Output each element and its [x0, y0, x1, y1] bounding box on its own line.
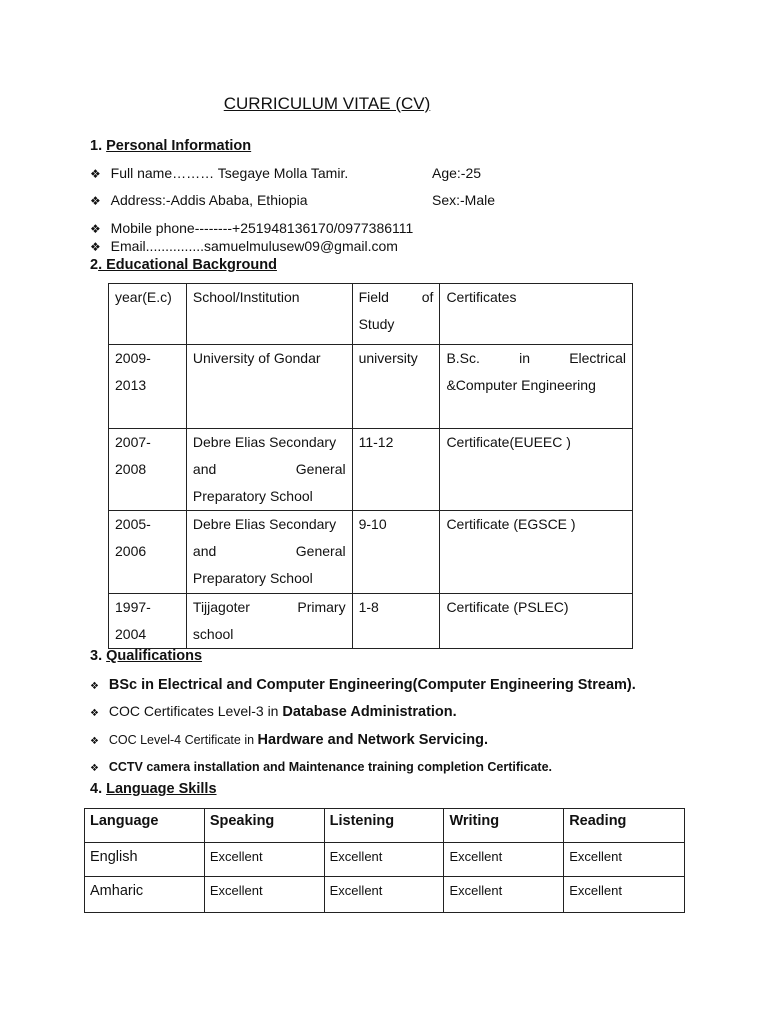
diamond-bullet-icon: ❖ [90, 763, 99, 774]
table-row: English Excellent Excellent Excellent Excellent [85, 843, 685, 877]
age: Age:-25 [432, 165, 482, 181]
qualification-item: ❖ COC Certificates Level-3 in Database Administration. [90, 703, 457, 720]
col-header-certificates: Certificates [440, 284, 633, 345]
education-table [108, 283, 633, 649]
table-row: 2007- 2008 Debre Elias Secondary and General Preparatory School 11-12 Certificate(EUEEC ) [109, 429, 633, 511]
col-header-school: School/Institution [186, 284, 352, 345]
mobile-line: ❖ Mobile phone--------+251948136170/0977386111 [90, 220, 414, 236]
table-row: Amharic Excellent Excellent Excellent Excellent [85, 877, 685, 913]
diamond-bullet-icon: ❖ [90, 240, 101, 254]
col-header-field: Field of Study [352, 284, 440, 345]
language-table [84, 808, 685, 913]
col-header-language: Language [85, 809, 205, 843]
language-header-row [85, 809, 685, 843]
education-header-row [109, 284, 633, 345]
col-header-writing: Writing [444, 809, 564, 843]
qualification-item: ❖ BSc in Electrical and Computer Engineering(Computer Engineering Stream). [90, 677, 636, 693]
col-header-speaking: Speaking [204, 809, 324, 843]
diamond-bullet-icon: ❖ [90, 194, 101, 208]
education-heading: 2. Educational Background [90, 257, 277, 273]
diamond-bullet-icon: ❖ [90, 167, 101, 181]
table-row: 1997- 2004 Tijjagoter Primary school 1-8 Certificate (PSLEC) [109, 594, 633, 649]
qualification-item: ❖ COC Level-4 Certificate in Hardware and Network Servicing. [90, 732, 488, 748]
diamond-bullet-icon: ❖ [90, 708, 99, 719]
table-row: 2009- 2013 University of Gondar university B.Sc. in Electrical &Computer Engineering [109, 345, 633, 429]
qualifications-heading: 3. Qualifications [90, 648, 203, 664]
email-line: ❖ Email...............samuelmulusew09@gmail.com [90, 238, 398, 254]
full-name-line: ❖ Full name……… Tsegaye Molla Tamir. [90, 165, 349, 181]
page-title: CURRICULUM VITAE (CV) [223, 94, 431, 113]
address-line: ❖ Address:-Addis Ababa, Ethiopia [90, 192, 308, 208]
table-row: 2005- 2006 Debre Elias Secondary and General Preparatory School 9-10 Certificate (EGSCE ) [109, 511, 633, 594]
sex: Sex:-Male [432, 192, 496, 208]
col-header-year: year(E.c) [109, 284, 187, 345]
diamond-bullet-icon: ❖ [90, 681, 99, 692]
col-header-reading: Reading [564, 809, 685, 843]
personal-info-heading: 1. Personal Information [90, 138, 252, 154]
diamond-bullet-icon: ❖ [90, 222, 101, 236]
diamond-bullet-icon: ❖ [90, 736, 99, 747]
col-header-listening: Listening [324, 809, 444, 843]
qualification-item: ❖ CCTV camera installation and Maintenance training completion Certificate. [90, 760, 553, 774]
language-heading: 4. Language Skills [90, 781, 217, 797]
